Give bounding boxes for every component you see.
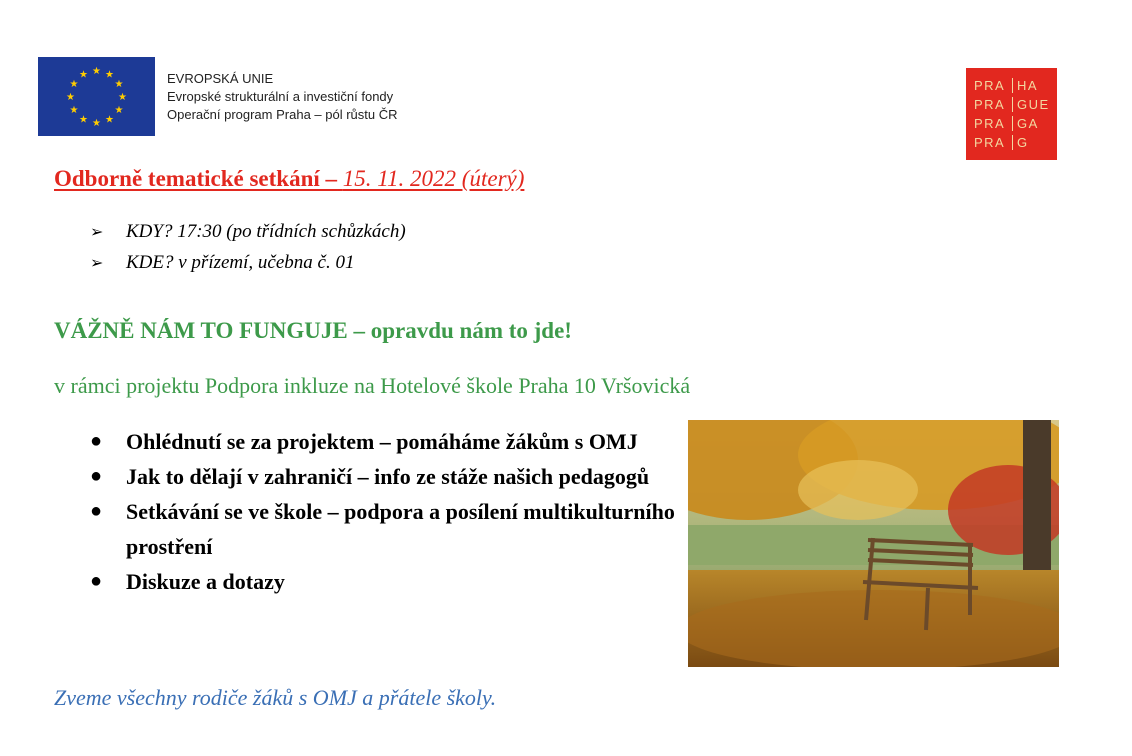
eu-star-icon: ★	[69, 105, 79, 116]
praha-logo-right: GA	[1017, 116, 1039, 131]
event-where-text: KDE? v přízemí, učebna č. 01	[126, 252, 355, 273]
eu-star-icon: ★	[105, 69, 114, 81]
bullet-dot-icon: ●	[90, 570, 103, 592]
eu-star-icon: ★	[105, 114, 114, 126]
event-title	[54, 166, 524, 192]
eu-star-icon: ★	[92, 118, 101, 129]
eu-star-icon: ★	[92, 66, 101, 77]
headline: VÁŽNĚ NÁM TO FUNGUJE – opravdu nám to jde!	[54, 318, 572, 343]
bullet-dot-icon: ●	[90, 465, 103, 487]
praha-logo-right: HA	[1017, 78, 1039, 93]
event-title-text: Odborně tematické setkání –	[54, 166, 338, 191]
praha-logo-right: G	[1017, 135, 1029, 150]
praha-logo-left: PRA	[974, 135, 1006, 150]
event-when-text: KDY? 17:30 (po třídních schůzkách)	[126, 221, 406, 242]
eu-star-icon: ★	[66, 92, 75, 103]
event-date: 15. 11. 2022 (úterý)	[342, 166, 525, 191]
praha-logo	[966, 68, 1057, 160]
praha-logo-left: PRA	[974, 78, 1006, 93]
arrow-bullet-icon: ➢	[90, 253, 104, 272]
praha-logo-right: GUE	[1017, 97, 1050, 112]
agenda-item	[90, 564, 690, 599]
eu-star-icon: ★	[79, 114, 88, 126]
event-where	[90, 247, 406, 278]
event-when	[90, 216, 406, 247]
praha-logo-row	[974, 114, 1057, 133]
agenda-item	[90, 494, 690, 564]
invitation-text: Zveme všechny rodiče žáků s OMJ a přátele školy.	[54, 685, 497, 710]
bullet-dot-icon: ●	[90, 430, 103, 452]
eu-logo-text	[167, 70, 398, 124]
agenda-list	[90, 424, 690, 599]
agenda-item	[90, 424, 690, 459]
eu-star-icon: ★	[118, 92, 127, 103]
eu-logo	[38, 57, 398, 136]
eu-star-icon: ★	[114, 105, 124, 116]
agenda-item-text: Ohlédnutí se za projektem – pomáháme žákům s OMJ	[126, 429, 638, 454]
praha-logo-left: PRA	[974, 116, 1006, 131]
praha-logo-row	[974, 76, 1057, 95]
agenda-item-text: Jak to dělají v zahraničí – info ze stáže našich pedagogů	[126, 464, 650, 489]
eu-flag-icon	[38, 57, 155, 136]
eu-logo-line3: Operační program Praha – pól růstu ČR	[167, 106, 398, 122]
event-info-list	[90, 216, 406, 278]
agenda-item-text: Diskuze a dotazy	[126, 569, 285, 594]
praha-logo-left: PRA	[974, 97, 1006, 112]
praha-logo-row	[974, 95, 1057, 114]
arrow-bullet-icon: ➢	[90, 222, 104, 241]
praha-logo-row	[974, 133, 1057, 152]
agenda-item	[90, 459, 690, 494]
project-subline: v rámci projektu Podpora inkluze na Hotelové škole Praha 10 Vršovická	[54, 373, 691, 398]
bullet-dot-icon: ●	[90, 500, 103, 522]
eu-star-icon: ★	[114, 79, 124, 90]
autumn-park-bench-photo	[688, 420, 1059, 667]
eu-star-icon: ★	[79, 69, 88, 81]
eu-star-icon: ★	[69, 79, 79, 90]
eu-logo-line1: EVROPSKÁ UNIE	[167, 70, 274, 86]
agenda-item-text: Setkávání se ve škole – podpora a posílení multikulturního prostření	[126, 499, 675, 559]
eu-logo-line2: Evropské strukturální a investiční fondy	[167, 88, 394, 104]
